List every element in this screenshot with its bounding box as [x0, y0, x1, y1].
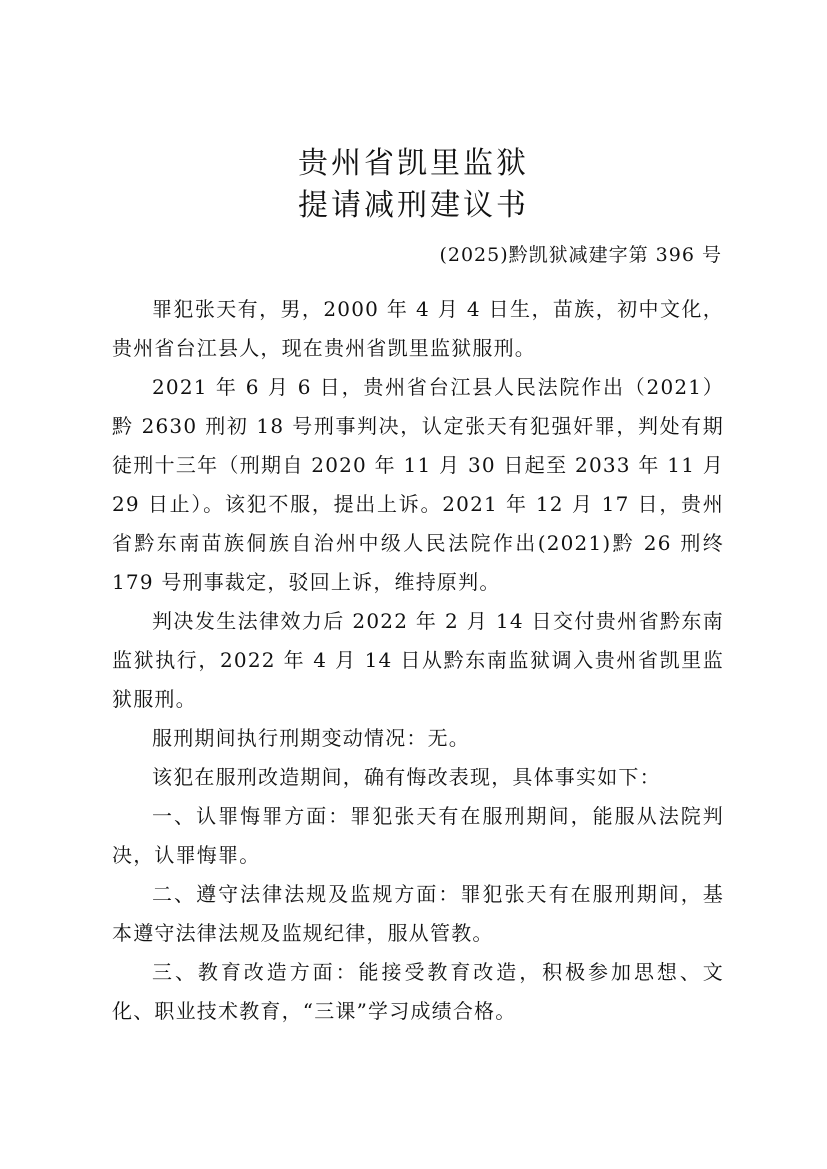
document-title-line-1: 贵州省凯里监狱 [298, 146, 529, 181]
document-number: (2025)黔凯狱减建字第 396 号 [439, 244, 722, 266]
paragraph-repentance: 一、认罪悔罪方面：罪犯张天有在服刑期间，能服从法院判决，认罪悔罪。 [112, 804, 724, 867]
paragraph-transfer-history: 判决发生法律效力后 2022 年 2 月 14 日交付贵州省黔东南监狱执行，2022 年 4 月 14 日从黔东南监狱调入贵州省凯里监狱服刑。 [112, 609, 724, 711]
paragraph-education: 三、教育改造方面：能接受教育改造，积极参加思想、文化、职业技术教育，“三课”学习成绩合格。 [112, 960, 724, 1023]
document-title-line-2: 提请减刑建议书 [298, 188, 529, 223]
document-body [112, 290, 724, 1031]
paragraph-law-compliance: 二、遵守法律法规及监规方面：罪犯张天有在服刑期间，基本遵守法律法规及监规纪律，服从管教。 [112, 882, 724, 945]
paragraph-sentence-change: 服刑期间执行刑期变动情况：无。 [152, 726, 470, 750]
paragraph-judgment-history: 2021 年 6 月 6 日，贵州省台江县人民法院作出（2021）黔 2630 刑初 18 号刑事判决，认定张天有犯强奸罪，判处有期徒刑十三年（刑期自 2020 年 11 月 30 日起至 2033 年 11 月 29 日止）。该犯不服，提出上诉。2021 年 12 月 17 日，贵州省黔东南苗族侗族自治州中级人民法院作出(2021)黔 26 刑终 179 号刑事裁定，驳回上诉，维持原判。 [112, 375, 724, 594]
paragraph-facts-intro: 该犯在服刑改造期间，确有悔改表现，具体事实如下： [152, 765, 661, 789]
paragraph-prisoner-info: 罪犯张天有，男，2000 年 4 月 4 日生，苗族，初中文化，贵州省台江县人，现在贵州省凯里监狱服刑。 [112, 297, 724, 360]
